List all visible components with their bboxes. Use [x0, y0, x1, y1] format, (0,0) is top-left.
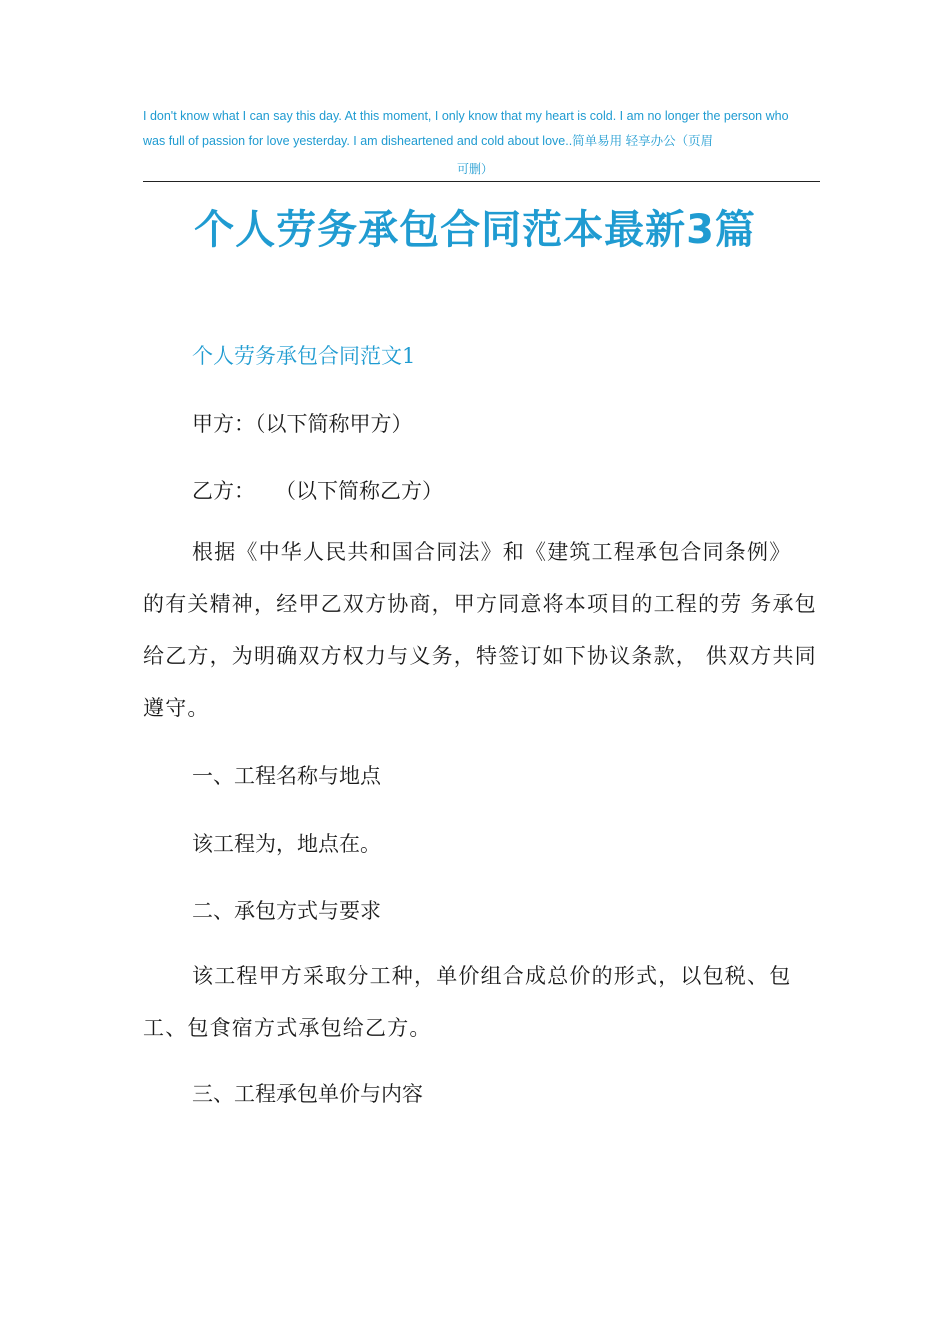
clause-heading-1: 一、工程名称与地点 [192, 764, 381, 788]
clause-heading-3: 三、工程承包单价与内容 [192, 1082, 423, 1106]
section-title: 个人劳务承包合同范文1 [192, 344, 416, 368]
page-header-subtext: 可删） [456, 162, 493, 176]
clause-text-2: 该工程甲方采取分工种，单价组合成总价的形式，以包税、包工、包食宿方式承包给乙方。 [143, 964, 792, 1040]
document-title: 个人劳务承包合同范本最新3篇 [194, 207, 756, 253]
clause-text-1: 该工程为，地点在。 [192, 832, 381, 856]
header-divider [143, 181, 820, 182]
clause-heading-2: 二、承包方式与要求 [192, 899, 381, 923]
intro-paragraph: 根据《中华人民共和国合同法》和《建筑工程承包合同条例》 的有关精神，经甲乙双方协商，甲方同意将本项目的工程的劳 务承包给乙方，为明确双方权力与义务，特签订如下协议条款， 供双方共同遵守。 [143, 540, 817, 720]
party-a-line: 甲方：（以下简称甲方） [192, 412, 413, 436]
party-b-line: 乙方： （以下简称乙方） [192, 479, 444, 503]
page-header-text: I don't know what I can say this day. At this moment, I only know that my heart is cold. I am no longer the person who was full of passion for love yesterday. I am disheartened and cold about love..简单易用 轻享办公（页眉 [143, 109, 789, 148]
